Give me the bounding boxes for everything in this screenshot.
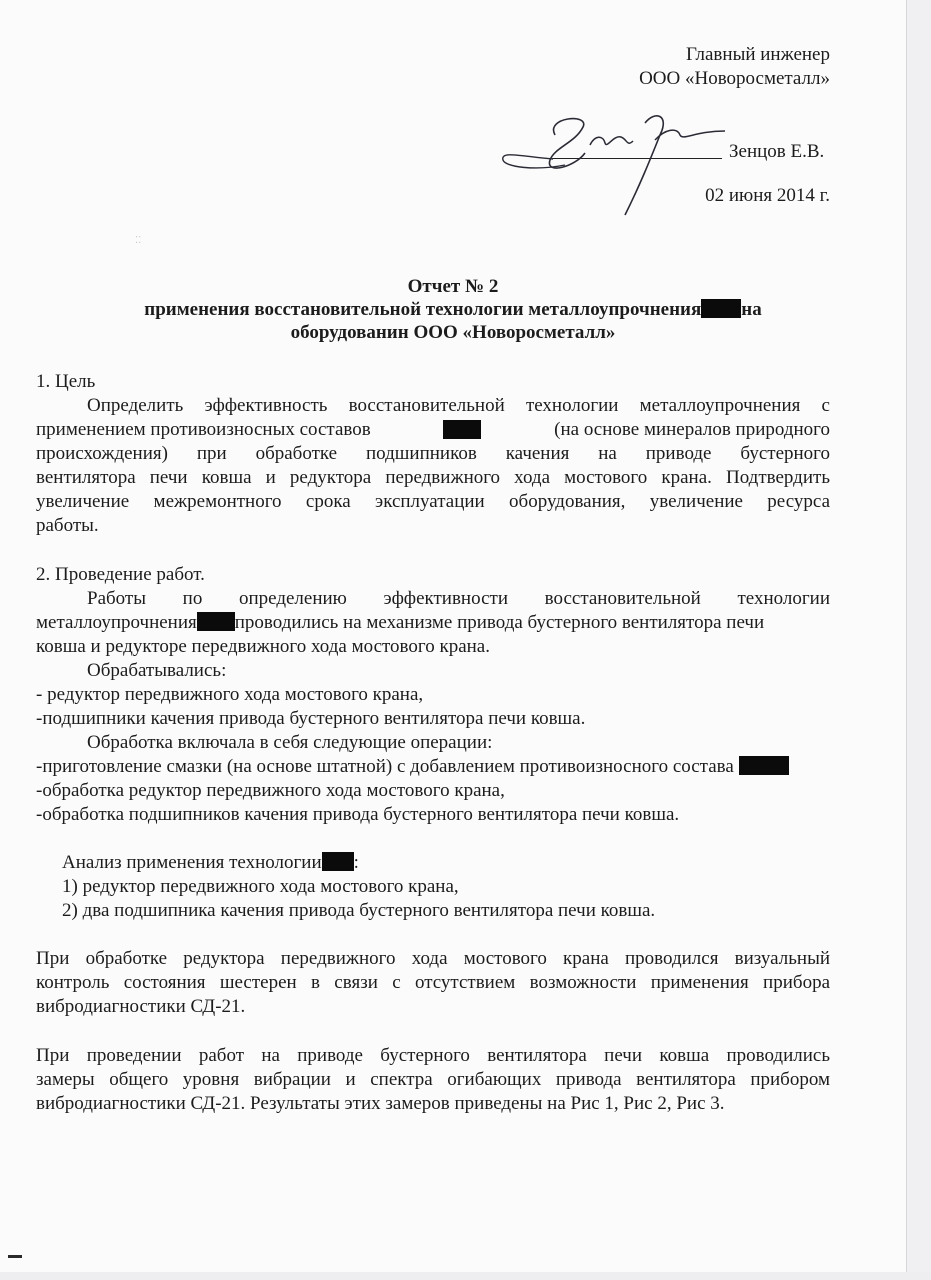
scan-mark bbox=[8, 1255, 22, 1258]
report-subtitle-text: применения восстановительной технологии металлоупрочнения bbox=[144, 299, 702, 320]
analysis-item: 2) два подшипника качения привода бустерного вентилятора печи ковша. bbox=[62, 900, 656, 921]
measurements-line1: При проведении работ на приводе бустерного вентилятора печи ковша проводились bbox=[36, 1045, 830, 1066]
analysis-heading-colon: : bbox=[353, 852, 359, 873]
section1-heading: 1. Цель bbox=[36, 371, 96, 392]
operation-item bbox=[36, 755, 789, 779]
redacted-box bbox=[443, 420, 481, 439]
section2-line3: ковша и редукторе передвижного хода мостового крана. bbox=[36, 636, 490, 657]
treated-heading: Обрабатывались: bbox=[87, 660, 227, 681]
treated-item: - редуктор передвижного хода мостового крана, bbox=[36, 684, 424, 705]
scan-right-edge bbox=[906, 0, 931, 1280]
report-subtitle-line3: оборудованин ООО «Новоросметалл» bbox=[290, 322, 616, 343]
section1-line5: увеличение межремонтного срока эксплуатации оборудования, увеличение ресурса bbox=[36, 491, 830, 512]
section2-line2-a: металлоупрочнения bbox=[36, 612, 197, 633]
operation-item: -обработка редуктор передвижного хода мостового крана, bbox=[36, 780, 505, 801]
section1-line1: Определить эффективность восстановительной технологии металлоупрочнения с bbox=[87, 395, 830, 416]
report-title: Отчет № 2 bbox=[407, 276, 499, 297]
operation-item-text: -приготовление смазки (на основе штатной) с добавлением противоизносного состава bbox=[36, 756, 734, 777]
section1-line4: вентилятора печи ковша и редуктора передвижного хода мостового крана. Подтвердить bbox=[36, 467, 830, 488]
operations-heading: Обработка включала в себя следующие операции: bbox=[87, 732, 493, 753]
section1-line2 bbox=[36, 418, 830, 442]
redacted-box bbox=[322, 852, 354, 871]
section1-line6: работы. bbox=[36, 515, 99, 536]
section1-line2-a: применением противоизносных составов bbox=[36, 419, 371, 440]
visual-control-line1: При обработке редуктора передвижного хода мостового крана проводился визуальный bbox=[36, 948, 830, 969]
signatory-name: Зенцов Е.В. bbox=[729, 141, 825, 162]
handwritten-signature bbox=[495, 105, 735, 220]
measurements-line2: замеры общего уровня вибрации и спектра огибающих привода вентилятора прибором bbox=[36, 1069, 830, 1090]
section1-line3: происхождения) при обработке подшипников качения на приводе бустерного bbox=[36, 443, 830, 464]
scan-bottom-edge bbox=[0, 1272, 931, 1280]
approver-position: Главный инженер bbox=[685, 44, 830, 65]
redacted-box bbox=[197, 612, 235, 631]
section2-line1: Работы по определению эффективности восстановительной технологии bbox=[87, 588, 830, 609]
treated-item: -подшипники качения привода бустерного вентилятора печи ковша. bbox=[36, 708, 586, 729]
faint-scan-mark: ⁚⁚ bbox=[135, 235, 142, 246]
section2-line2-b: проводились на механизме привода бустерного вентилятора печи bbox=[234, 612, 765, 633]
visual-control-line3: вибродиагностики СД-21. bbox=[36, 996, 246, 1017]
approver-company: ООО «Новоросметалл» bbox=[639, 68, 830, 89]
analysis-item: 1) редуктор передвижного хода мостового крана, bbox=[62, 876, 459, 897]
section2-heading: 2. Проведение работ. bbox=[36, 564, 205, 585]
analysis-heading-text: Анализ применения технологии bbox=[62, 852, 322, 873]
report-subtitle-tail: на bbox=[741, 299, 762, 320]
section1-line2-b: (на основе минералов природного bbox=[554, 419, 830, 440]
report-subtitle bbox=[0, 298, 906, 322]
section2-line2 bbox=[36, 611, 764, 635]
redacted-box bbox=[701, 299, 741, 318]
document-date: 02 июня 2014 г. bbox=[705, 185, 830, 206]
operation-item: -обработка подшипников качения привода бустерного вентилятора печи ковша. bbox=[36, 804, 680, 825]
analysis-heading bbox=[62, 851, 359, 875]
measurements-line3: вибродиагностики СД-21. Результаты этих замеров приведены на Рис 1, Рис 2, Рис 3. bbox=[36, 1093, 725, 1114]
visual-control-line2: контроль состояния шестерен в связи с отсутствием возможности применения прибора bbox=[36, 972, 830, 993]
redacted-box bbox=[739, 756, 789, 775]
